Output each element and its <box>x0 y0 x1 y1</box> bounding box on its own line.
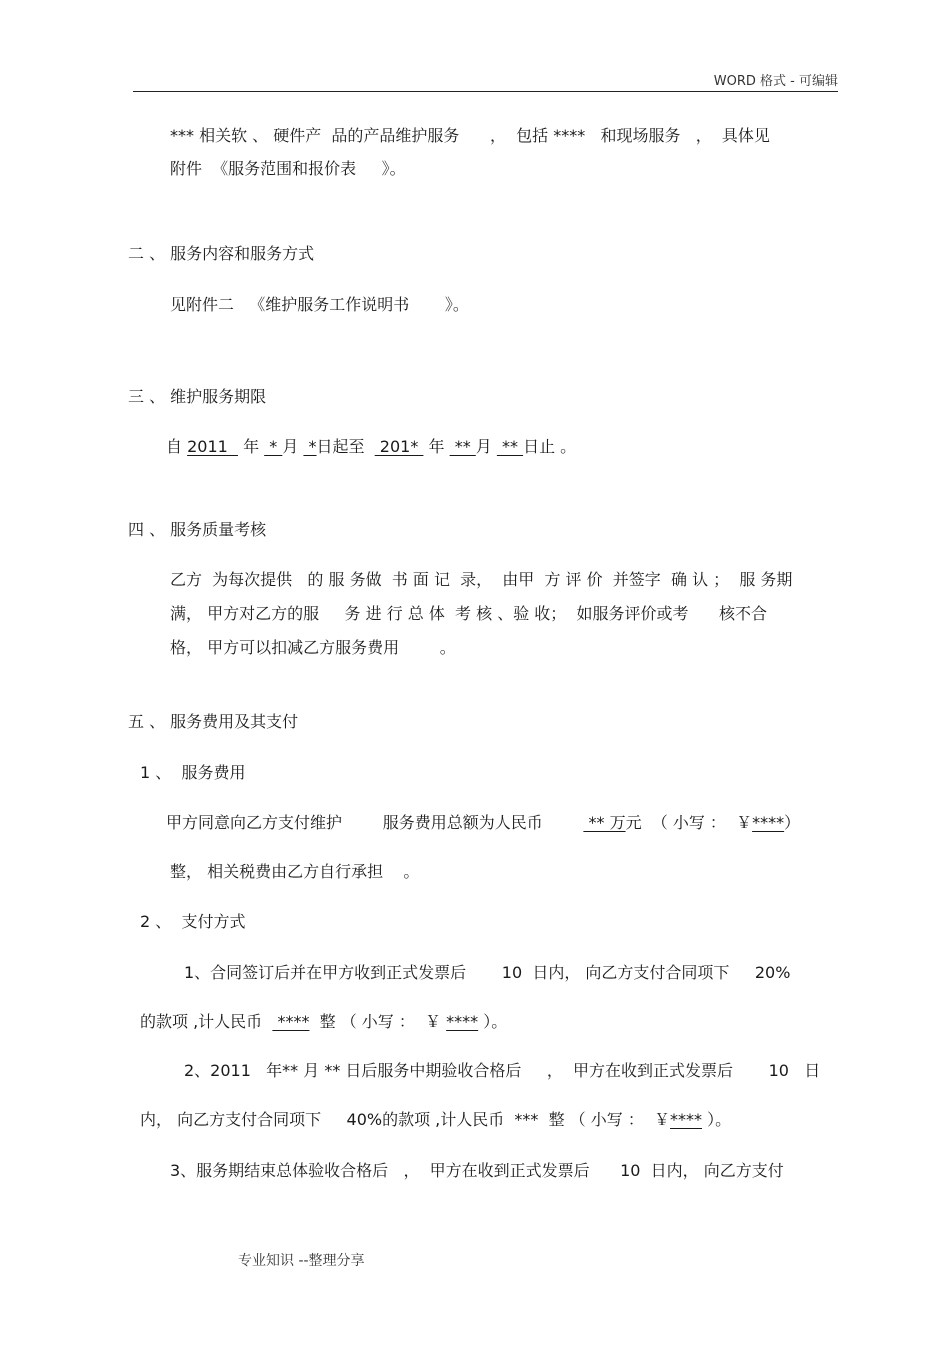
quality-line-1: 乙方 为每次提供 的 服 务做 书 面 记 录， 由甲 方 评 价 并签字 确 认 ； 服 务期 <box>170 570 793 589</box>
section-2-body: 见附件二 《维护服务工作说明书 》。 <box>170 295 469 314</box>
page-footer: 专业知识 --整理分享 <box>238 1253 365 1269</box>
term-text: 月 <box>475 437 497 456</box>
fee-line-2: 整， 相关税费由乙方自行承担 。 <box>170 862 420 881</box>
fee-text: ） <box>784 813 801 832</box>
subsection-fee-heading: 1 、 服务费用 <box>140 763 246 782</box>
service-term-line <box>166 436 576 458</box>
payment-1-amount-small: **** <box>446 1012 479 1031</box>
start-day: * <box>303 437 317 456</box>
payment-item-2-line-2 <box>140 1109 731 1131</box>
end-month: ** <box>449 437 476 456</box>
end-year: 201* <box>374 437 424 456</box>
term-text: 日起至 <box>316 437 375 456</box>
term-text: 年 <box>423 437 450 456</box>
header-divider <box>133 91 838 92</box>
fee-line-1 <box>166 812 800 834</box>
payment-1-amount: **** <box>272 1012 310 1031</box>
section-2-heading: 二 、 服务内容和服务方式 <box>128 244 315 263</box>
fee-amount: ** 万 <box>583 813 626 832</box>
payment-text: ）。 <box>478 1012 508 1031</box>
quality-line-2: 满， 甲方对乙方的服 务 进 行 总 体 考 核 、验 收； 如服务评价或考 核不合 <box>170 604 767 623</box>
start-month: * <box>264 437 283 456</box>
payment-item-1-line-2 <box>140 1011 507 1033</box>
page-header: WORD 格式 - 可编辑 <box>713 74 838 89</box>
payment-item-1-line-1: 1、合同签订后并在甲方收到正式发票后 10 日内， 向乙方支付合同项下 20% <box>184 963 791 982</box>
term-text: 日止 。 <box>523 437 577 456</box>
start-year: 2011 <box>187 437 238 456</box>
term-text: 年 <box>237 437 265 456</box>
payment-item-3-line-1: 3、服务期结束总体验收合格后 ， 甲方在收到正式发票后 10 日内， 向乙方支付 <box>170 1161 784 1180</box>
term-text: 月 <box>282 437 304 456</box>
quality-line-3: 格， 甲方可以扣减乙方服务费用 。 <box>170 638 456 657</box>
fee-text: 元 （ 小写 ： ￥ <box>625 813 753 832</box>
scope-line-2: 附件 《服务范围和报价表 》。 <box>170 159 406 178</box>
payment-2-amount-small: **** <box>670 1110 703 1129</box>
fee-amount-small: **** <box>752 813 785 832</box>
payment-text: ）。 <box>702 1110 732 1129</box>
payment-item-2-line-1: 2、2011 年** 月 ** 日后服务中期验收合格后 ， 甲方在收到正式发票后 10 日 <box>184 1061 821 1080</box>
payment-text: 内， 向乙方支付合同项下 40%的款项 ,计人民币 *** 整 （ 小写 ： ￥ <box>140 1110 671 1129</box>
term-text: 自 <box>166 437 188 456</box>
subsection-payment-heading: 2 、 支付方式 <box>140 912 246 931</box>
end-day: ** <box>496 437 524 456</box>
payment-text: 整 （ 小写 ： ￥ <box>309 1012 447 1031</box>
scope-line-1: *** 相关软 、 硬件产 品的产品维护服务 ， 包括 **** 和现场服务 ， 具体见 <box>170 126 770 145</box>
section-3-heading: 三 、 维护服务期限 <box>128 387 267 406</box>
section-5-heading: 五 、 服务费用及其支付 <box>128 712 299 731</box>
fee-text: 甲方同意向乙方支付维护 服务费用总额为人民币 <box>166 813 584 832</box>
section-4-heading: 四 、 服务质量考核 <box>128 520 267 539</box>
payment-text: 的款项 ,计人民币 <box>140 1012 273 1031</box>
